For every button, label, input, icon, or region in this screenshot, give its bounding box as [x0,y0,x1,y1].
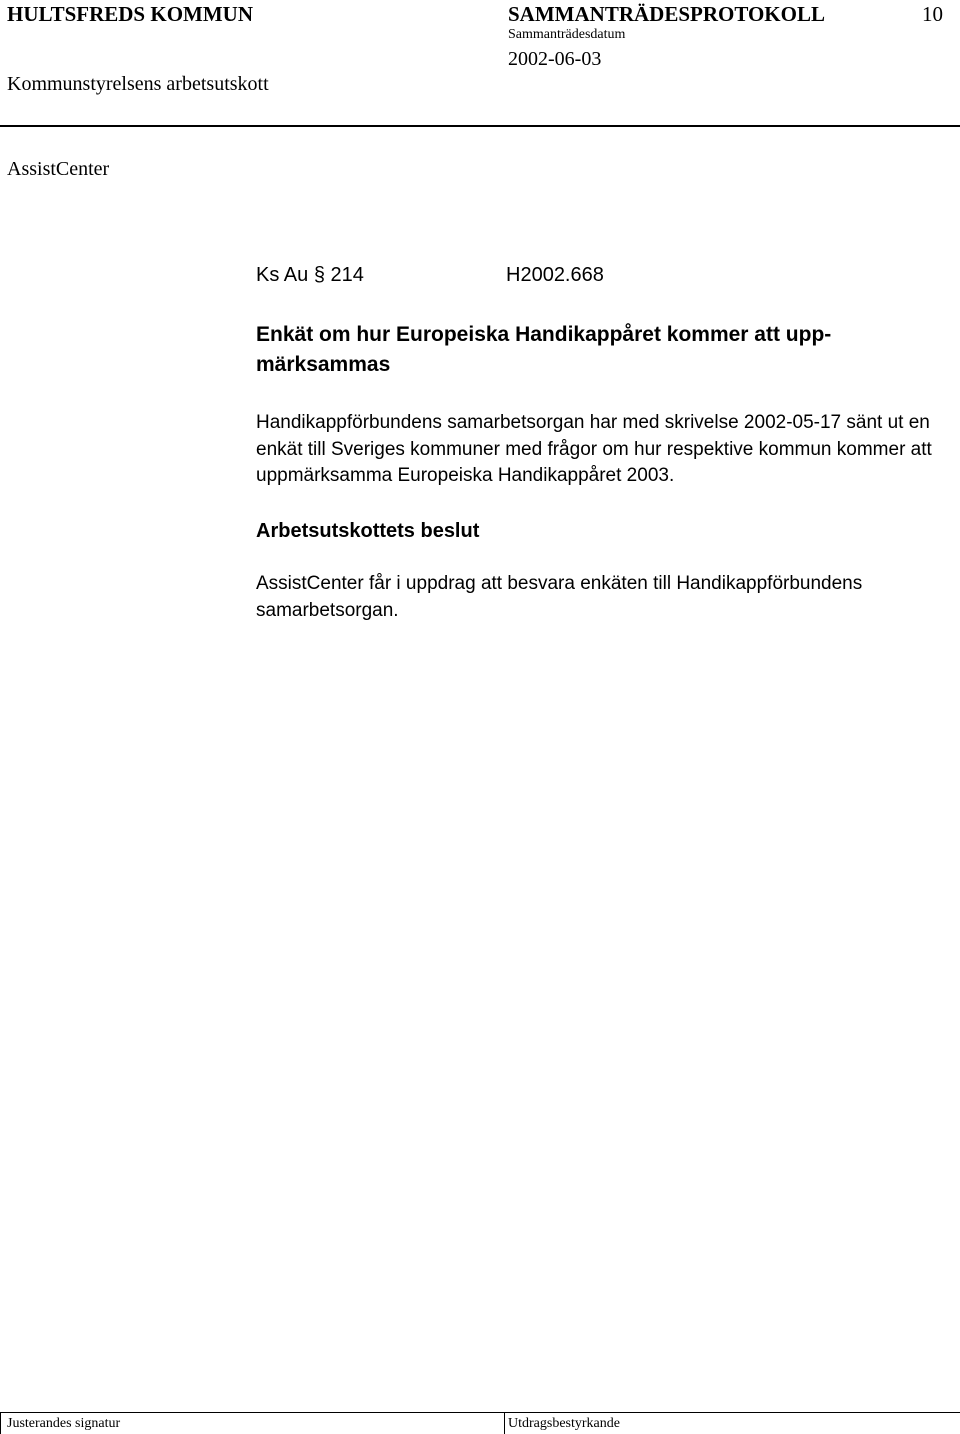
decision-heading: Arbetsutskottets beslut [256,520,480,542]
certification-label: Utdragsbestyrkande [508,1416,620,1431]
meeting-date: 2002-06-03 [508,48,602,70]
signature-label: Justerandes signatur [7,1416,121,1431]
meeting-date-label: Sammanträdesdatum [508,27,626,42]
organization-name: HULTSFREDS KOMMUN [7,2,254,26]
header-divider [0,125,960,127]
footer-left-border [0,1412,1,1434]
committee-name: Kommunstyrelsens arbetsutskott [7,73,269,95]
section-number: Ks Au § 214 [256,264,364,286]
document-title: SAMMANTRÄDESPROTOKOLL [508,2,825,26]
item-heading: Enkät om hur Europeiska Handikappåret kommer att upp-märksammas [256,323,832,376]
department-name: AssistCenter [7,158,110,180]
footer-divider [0,1412,960,1413]
page-number: 10 [922,2,943,26]
case-reference: H2002.668 [506,264,604,286]
footer-middle-border [504,1412,505,1434]
decision-text: AssistCenter får i uppdrag att besvara enkäten till Handikappförbundens samarbetsorgan. [256,573,863,621]
item-description: Handikappförbundens samarbetsorgan har med skrivelse 2002-05-17 sänt ut en enkät till Sveriges kommuner med frågor om hur respektive kommun kommer att uppmärksamma Europeiska Handikappåret 2003. [256,412,932,486]
